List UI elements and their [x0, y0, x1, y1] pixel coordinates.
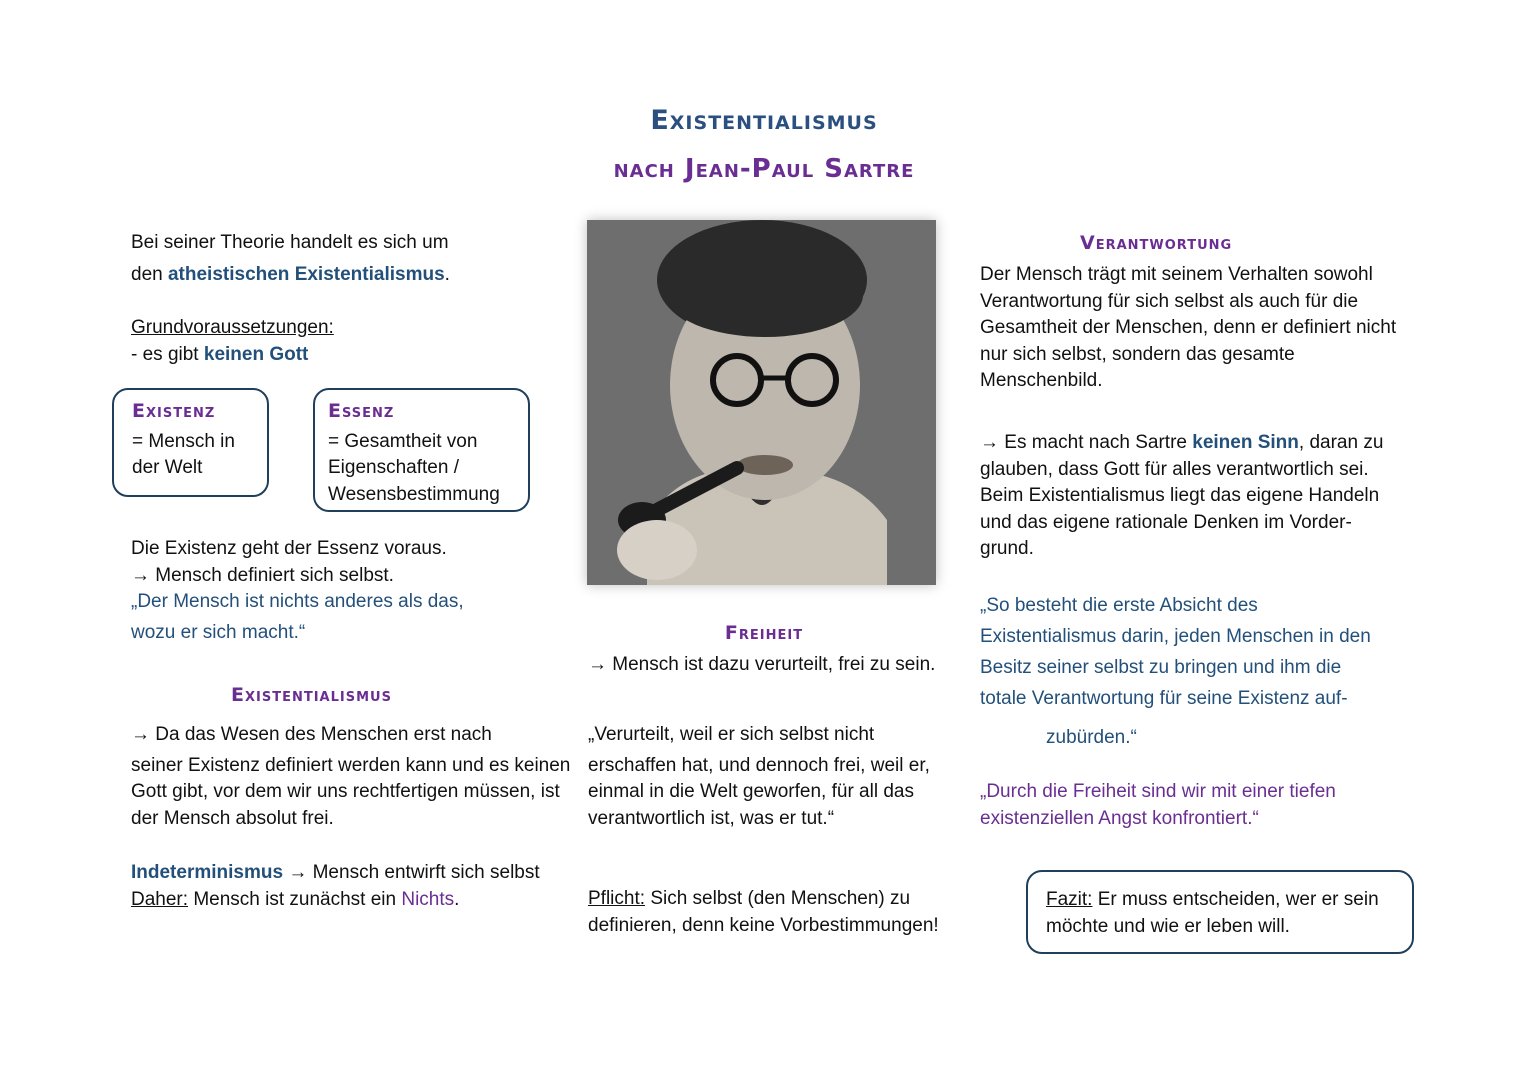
existentialismus-text: → Da das Wesen des Menschen erst nach seiner Existenz definiert werden kann und es keinen Gott gibt, vor dem wir uns rechtfertigen müssen, ist der Mensch absolut frei.: [131, 724, 571, 829]
existenz-definition: = Mensch in der Welt: [132, 430, 235, 478]
verantwortung-text: Der Mensch trägt mit seinem Verhalten sowohl Verantwortung für sich selbst als auch für die Gesamtheit der Menschen, denn er definiert nicht nur sich selbst, sondern das gesamte Menschenbild.: [980, 264, 1397, 391]
verantwortung-heading: Verantwortung: [1080, 232, 1233, 254]
essenz-box: [313, 388, 530, 512]
page-title: Existentialismus: [650, 105, 878, 136]
grundvoraussetzungen: Grundvoraussetzungen: - es gibt keinen Gott: [131, 317, 334, 365]
existenz-vor-essenz: Die Existenz geht der Essenz voraus. → Mensch definiert sich selbst. „Der Mensch ist nichts anderes als das, wozu er sich macht.“: [131, 536, 571, 646]
essenz-definition: = Gesamtheit von Eigenschaften / Wesensbestimmung: [328, 430, 500, 505]
fazit-label: Fazit:: [1046, 889, 1093, 910]
quote-absicht: „So besteht die erste Absicht des Existentialismus darin, jeden Menschen in den Besitz seiner selbst zu bringen und ihm die totale Verantwortung für seine Existenz auf- zubürden.“: [980, 595, 1371, 748]
fazit-text: Er muss entscheiden, wer er sein möchte und wie er leben will.: [1046, 889, 1379, 937]
arrow-icon: →: [131, 724, 150, 745]
arrow-icon: →: [980, 432, 999, 453]
freiheit-quote: „Verurteilt, weil er sich selbst nicht erschaffen hat, und dennoch frei, weil er, einmal in die Welt geworfen, für all das verantwortlich ist, was er tut.“: [588, 724, 930, 829]
intro-text: Bei seiner Theorie handelt es sich um den atheistischen Existentialismus.: [131, 232, 450, 285]
portrait-image: [587, 220, 936, 585]
existenz-heading: Existenz: [132, 400, 216, 422]
sartre-portrait: [587, 220, 936, 585]
freiheit-statement: → Mensch ist dazu verurteilt, frei zu sein.: [588, 654, 936, 675]
arrow-icon: →: [131, 564, 150, 586]
sinn-text: → Es macht nach Sartre keinen Sinn, daran zu glauben, dass Gott für alles verantwortlich sei. Beim Existentialismus liegt das eigene Handeln und das eigene rationale Denken im Vorder-grund.: [980, 432, 1384, 559]
quote-angst: „Durch die Freiheit sind wir mit einer tiefen existenziellen Angst konfrontiert.“: [980, 781, 1336, 829]
page-subtitle: nach Jean-Paul Sartre: [613, 154, 915, 184]
quote-mensch: „Der Mensch ist nichts anderes als das, wozu er sich macht.“: [131, 591, 464, 643]
existenz-box: [112, 388, 269, 497]
existentialismus-heading: Existentialismus: [231, 684, 392, 706]
essenz-heading: Essenz: [328, 400, 395, 422]
arrow-icon: →: [288, 862, 308, 883]
freiheit-heading: Freiheit: [724, 622, 804, 644]
arrow-icon: →: [588, 654, 607, 675]
atheistic-term: atheistischen Existentialismus: [167, 263, 445, 285]
indeterminismus: Indeterminismus → Mensch entwirft sich selbst Daher: Mensch ist zunächst ein Nichts.: [131, 862, 540, 910]
fazit-box: [1026, 870, 1414, 954]
pflicht: Pflicht: Sich selbst (den Menschen) zu definieren, denn keine Vorbestimmungen!: [588, 888, 939, 936]
